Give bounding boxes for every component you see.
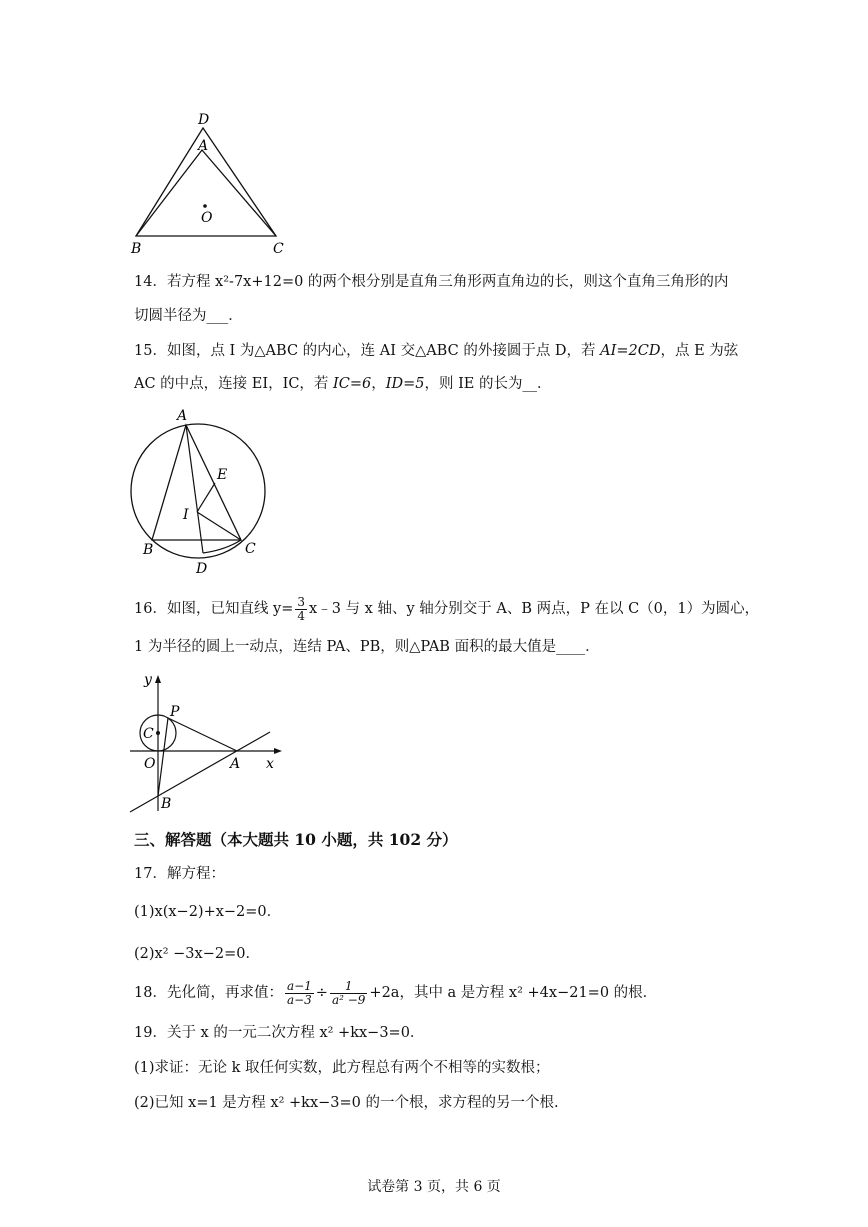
- label-i: I: [183, 507, 189, 523]
- segment-ie: [197, 483, 215, 512]
- q15-line1: [134, 340, 738, 362]
- coordinate-figure-16: [128, 666, 288, 816]
- q18-fraction-2: [330, 980, 367, 1007]
- x-axis-arrow: [274, 748, 282, 754]
- q15-expr-id: ID=5: [385, 376, 425, 392]
- center-c: [156, 731, 160, 735]
- q18-divide: ÷: [315, 985, 328, 1001]
- circle-figure-15: [125, 405, 275, 580]
- q19-stem: 19．关于 x 的一元二次方程 x² +kx−3=0．: [134, 1025, 425, 1041]
- label-c: C: [245, 541, 256, 557]
- page-footer: 试卷第 3 页，共 6 页: [367, 1179, 501, 1195]
- q16-frac-num: 3: [297, 594, 306, 609]
- q15-text-f: ，则 IE 的长为__．: [424, 376, 552, 392]
- q18-f2-num: 1: [330, 980, 367, 994]
- q18-f2-den: a² −9: [331, 992, 366, 1007]
- label-b: B: [143, 542, 154, 558]
- q16-fraction: [295, 596, 307, 623]
- q14-line2: 切圆半径为___．: [134, 308, 243, 324]
- q16-text-b: x﹣3 与 x 轴、y 轴分别交于 A、B 两点，P 在以 C（0，1）为圆心，: [309, 601, 760, 617]
- triangle-figure-13: [128, 108, 293, 256]
- triangle-abc: [152, 425, 241, 540]
- q14-line1: 14．若方程 x²-7x+12=0 的两个根分别是直角三角形两直角边的长，则这个直角三角形的内: [134, 274, 729, 290]
- q17-stem: 17．解方程：: [134, 866, 225, 882]
- label-a: A: [198, 138, 209, 154]
- segment-pa: [168, 718, 237, 751]
- label-x: x: [266, 756, 274, 772]
- q18-text-b: +2a，其中 a 是方程 x² +4x−21=0 的根．: [369, 985, 658, 1001]
- q18-text-a: 18．先化简，再求值：: [134, 985, 283, 1001]
- label-p: P: [170, 704, 180, 720]
- label-a: A: [177, 408, 188, 424]
- q18-f1-den: a−3: [286, 992, 312, 1007]
- label-b: B: [131, 241, 142, 256]
- q15-expr-ic: IC=6: [333, 376, 372, 392]
- label-d: D: [196, 561, 208, 577]
- q19-part2: (2)已知 x=1 是方程 x² +kx−3=0 的一个根，求方程的另一个根.: [134, 1095, 559, 1111]
- label-a: A: [230, 756, 241, 772]
- label-c: C: [273, 241, 284, 256]
- y-axis-arrow: [155, 675, 161, 683]
- q18-line: [134, 977, 657, 1009]
- q15-text-c: ，点 E 为弦: [660, 343, 739, 359]
- q15-line2: [134, 373, 552, 395]
- point-o: [203, 204, 207, 208]
- label-y: y: [144, 672, 152, 688]
- label-e: E: [217, 467, 228, 483]
- section-3-title: 三、解答题（本大题共 10 小题，共 102 分）: [134, 830, 458, 849]
- q18-f1-num: a−1: [286, 978, 312, 993]
- label-o: O: [144, 756, 156, 772]
- q16-line2: 1 为半径的圆上一动点，连结 PA、PB，则△PAB 面积的最大值是____．: [134, 639, 600, 655]
- q19-part1: (1)求证：无论 k 取任何实数，此方程总有两个不相等的实数根；: [134, 1060, 550, 1076]
- q15-text-d: AC 的中点，连接 EI，IC，若: [134, 376, 334, 392]
- q17-part2: (2)x² −3x−2=0．: [134, 946, 260, 962]
- label-d: D: [198, 112, 210, 128]
- q18-fraction-1: [285, 980, 314, 1007]
- q17-part1: (1)x(x−2)+x−2=0．: [134, 904, 282, 920]
- label-o: O: [201, 210, 213, 226]
- q16-frac-den: 4: [297, 608, 306, 623]
- label-c: C: [143, 726, 154, 742]
- q15-text-e: ，: [371, 376, 386, 392]
- q16-line1: [134, 594, 759, 624]
- line-ab: [130, 732, 270, 812]
- q15-text-a: 15．如图，点 I 为△ABC 的内心，连 AI 交△ABC 的外接圆于点 D，若: [134, 343, 601, 359]
- label-b: B: [161, 796, 172, 812]
- q16-text-a: 16．如图，已知直线 y=: [134, 601, 294, 617]
- circumcircle: [131, 424, 265, 558]
- q15-expr-ai: AI=2CD: [600, 343, 661, 359]
- segment-pb: [158, 718, 168, 796]
